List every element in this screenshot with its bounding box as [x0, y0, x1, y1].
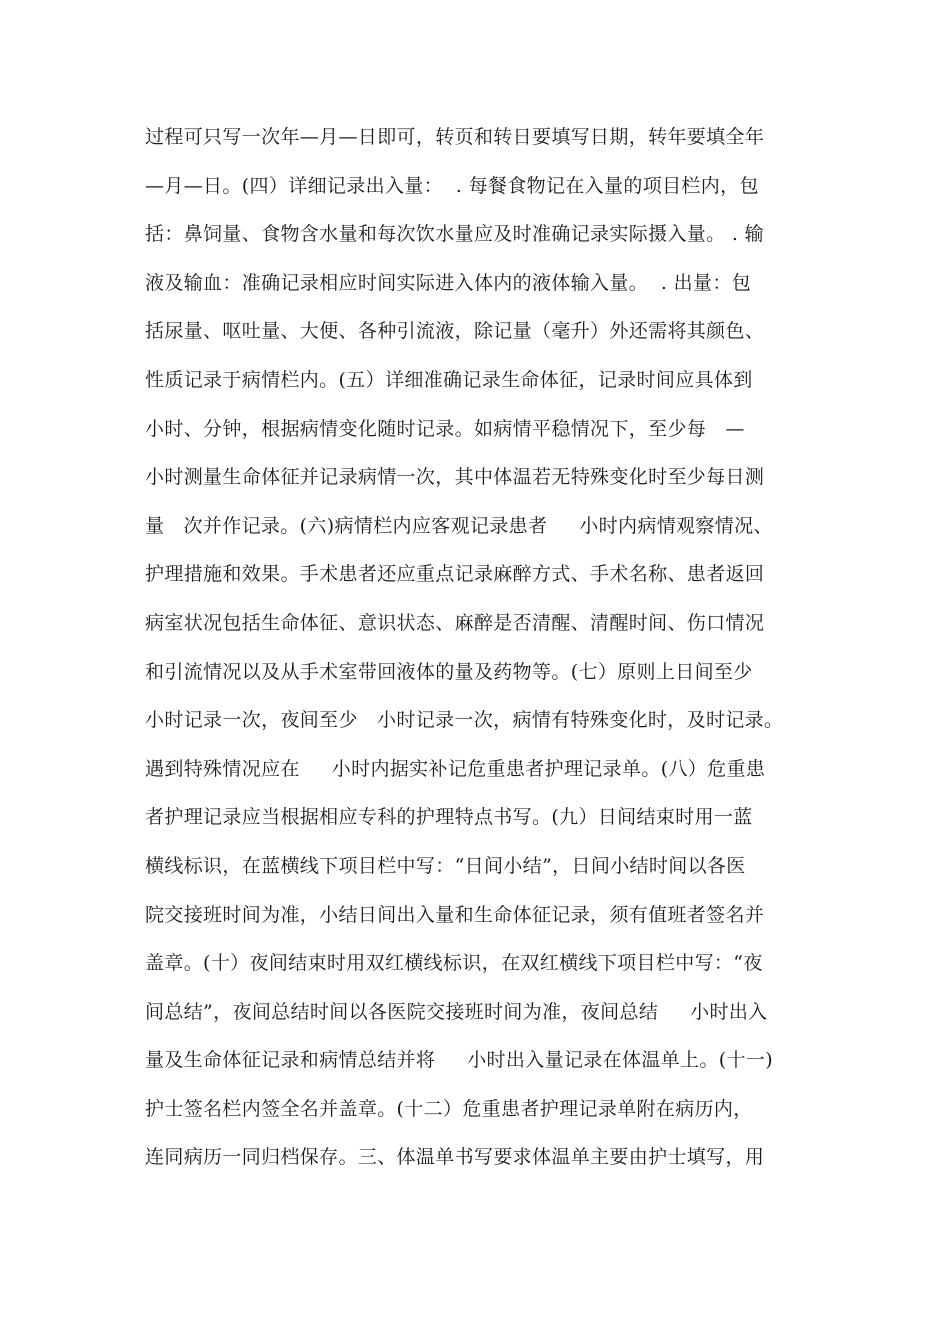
text-line-8: 小时测量生命体征并记录病情一次，其中体温若无特殊变化时至少每日测 — [145, 466, 765, 489]
text-line-19: 间总结”，夜间总结时间以各医院交接班时间为准，夜间总结 小时出入 — [145, 1000, 768, 1023]
text-line-11: 病室状况包括生命体征、意识状态、麻醉是否清醒、清醒时间、伤口情况 — [145, 611, 765, 634]
text-line-17: 院交接班时间为准，小结日间出入量和生命体征记录，须有值班者签名并 — [145, 903, 765, 926]
text-line-3: 括：鼻饲量、食物含水量和每次饮水量应及时准确记录实际摄入量。 . 输 — [145, 223, 765, 246]
text-line-18: 盖章。(十）夜间结束时用双红横线标识，在双红横线下项目栏中写：“夜 — [145, 952, 763, 975]
text-line-20: 量及生命体征记录和病情总结并将 小时出入量记录在体温单上。(十一) — [145, 1049, 773, 1072]
text-line-22: 连同病历一同归档保存。三、体温单书写要求体温单主要由护士填写，用 — [145, 1146, 765, 1169]
text-line-1: 过程可只写一次年—月—日即可，转页和转日要填写日期，转年要填全年 — [145, 126, 765, 148]
text-line-12: 和引流情况以及从手术室带回液体的量及药物等。(七）原则上日间至少 — [145, 660, 753, 683]
text-line-14: 遇到特殊情况应在 小时内据实补记危重患者护理记录单。(八）危重患 — [145, 757, 766, 780]
text-line-5: 括尿量、呕吐量、大便、各种引流液，除记量（毫升）外还需将其颜色、 — [145, 320, 765, 343]
text-line-16: 横线标识，在蓝横线下项目栏中写：“日间小结”，日间小结时间以各医 — [145, 854, 746, 877]
body-text — [145, 118, 810, 1187]
text-line-2: —月—日。(四）详细记录出入量： . 每餐食物记在入量的项目栏内，包 — [145, 174, 759, 197]
text-line-10: 护理措施和效果。手术患者还应重点记录麻醉方式、手术名称、患者返回 — [145, 563, 765, 586]
text-line-7: 小时、分钟，根据病情变化随时记录。如病情平稳情况下，至少每 — — [145, 417, 745, 440]
text-line-4: 液及输血：准确记录相应时间实际进入体内的液体输入量。 . 出量：包 — [145, 271, 752, 294]
text-line-13: 小时记录一次，夜间至少 小时记录一次，病情有特殊变化时，及时记录。 — [145, 709, 784, 732]
text-line-21: 护士签名栏内签全名并盖章。(十二）危重患者护理记录单附在病历内， — [145, 1097, 753, 1120]
text-line-15: 者护理记录应当根据相应专科的护理特点书写。(九）日间结束时用一蓝 — [145, 806, 753, 829]
text-line-6: 性质记录于病情栏内。(五）详细准确记录生命体征，记录时间应具体到 — [145, 368, 753, 391]
text-line-9: 量 次并作记录。(六)病情栏内应客观记录患者 小时内病情观察情况、 — [145, 514, 773, 537]
